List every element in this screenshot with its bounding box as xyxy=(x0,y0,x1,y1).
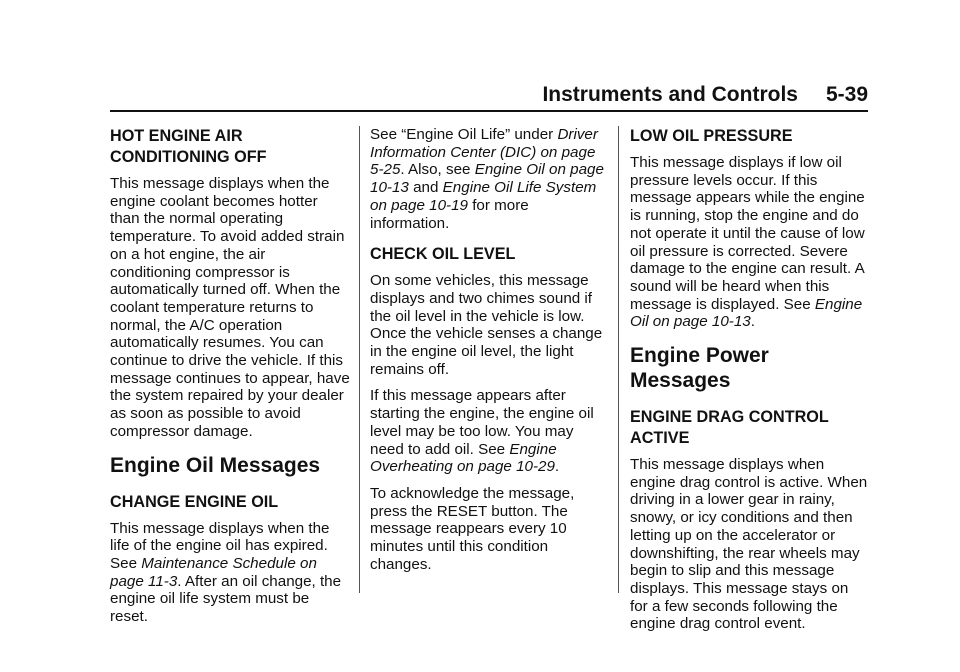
column-divider-2 xyxy=(618,126,619,593)
para-see-engine-oil-life xyxy=(370,126,610,232)
heading-hot-engine-ac-off: HOT ENGINE AIR CONDITIONING OFF xyxy=(110,127,267,166)
section-engine-power-messages: Engine Power Messages xyxy=(630,344,769,393)
text: for more information. xyxy=(370,196,529,232)
text: This message displays if low oil pressure levels occur. If this message appears while the engine is running, stop the engine and do not operate it until the cause of low oil pressure is corrected. Severe damage to the engine can result. A sound will be heard when this message is displayed. See xyxy=(630,154,865,313)
section-engine-oil-messages: Engine Oil Messages xyxy=(110,453,321,477)
text: . After an oil change, the engine oil life system must be reset. xyxy=(110,572,342,626)
heading-change-engine-oil: CHANGE ENGINE OIL xyxy=(110,492,279,511)
para-check-oil-3: To acknowledge the message, press the RESET button. The message reappears every 10 minutes until this condition changes. xyxy=(370,484,575,573)
xref-maintenance-schedule[interactable]: Maintenance Schedule on page 11-3 xyxy=(110,554,317,590)
para-check-oil-1: On some vehicles, this message displays and two chimes sound if the oil level in the vehicle is low. Once the vehicle senses a change in the engine oil level, the light remains off. xyxy=(370,272,603,378)
text: . xyxy=(750,313,755,331)
xref-engine-oil-life-system[interactable]: Engine Oil Life System on page 10-19 xyxy=(370,179,597,214)
text: See “Engine Oil Life” under xyxy=(370,126,554,143)
text: . Also, see xyxy=(400,161,471,179)
para-hot-engine: This message displays when the engine coolant becomes hotter than the normal operating temperature. To avoid added strain on a hot engine, the air conditioning compressor is automatically turned off. When the coolant temperature returns to normal, the A/C operation automatically resumes. You can continue to drive the vehicle. If this message continues to appear, have the system repaired by your dealer as soon as possible to avoid compressor damage. xyxy=(110,175,350,440)
text: This message displays when the life of the engine oil has expired. See xyxy=(110,519,330,572)
xref-dic[interactable]: Driver Information Center (DIC) on page 5-25 xyxy=(370,126,598,179)
para-change-engine-oil xyxy=(110,520,350,626)
xref-engine-oil[interactable]: Engine Oil on page 10-13 xyxy=(370,161,604,197)
header-rule xyxy=(110,110,868,112)
column-2 xyxy=(370,126,610,582)
header-title: Instruments and Controls xyxy=(542,83,798,106)
column-divider-1 xyxy=(359,126,360,593)
xref-engine-oil-2[interactable]: Engine Oil on page 10-13 xyxy=(630,295,863,331)
para-low-oil-pressure xyxy=(630,154,870,331)
text: . xyxy=(554,458,560,476)
heading-check-oil-level: CHECK OIL LEVEL xyxy=(370,245,516,264)
heading-engine-drag-control: ENGINE DRAG CONTROL ACTIVE xyxy=(630,408,829,448)
text: and xyxy=(413,179,439,197)
page-header xyxy=(542,83,868,107)
xref-engine-overheating[interactable]: Engine Overheating on page 10-29 xyxy=(370,440,557,476)
column-1 xyxy=(110,126,350,635)
para-engine-drag-control: This message displays when engine drag control is active. When driving in a lower gear in rainy, snowy, or icy conditions and then letting up on the accelerator or downshifting, the rear wheels may begin to slip and this message displays. This message stays on for a few seconds following the engine drag control event. xyxy=(630,456,868,633)
para-check-oil-2 xyxy=(370,387,610,476)
page-number: 5-39 xyxy=(825,83,868,106)
column-3 xyxy=(630,126,870,642)
heading-low-oil-pressure: LOW OIL PRESSURE xyxy=(630,127,793,145)
text: If this message appears after starting the engine, the engine oil level may be too low. You may need to add oil. See xyxy=(370,387,594,458)
